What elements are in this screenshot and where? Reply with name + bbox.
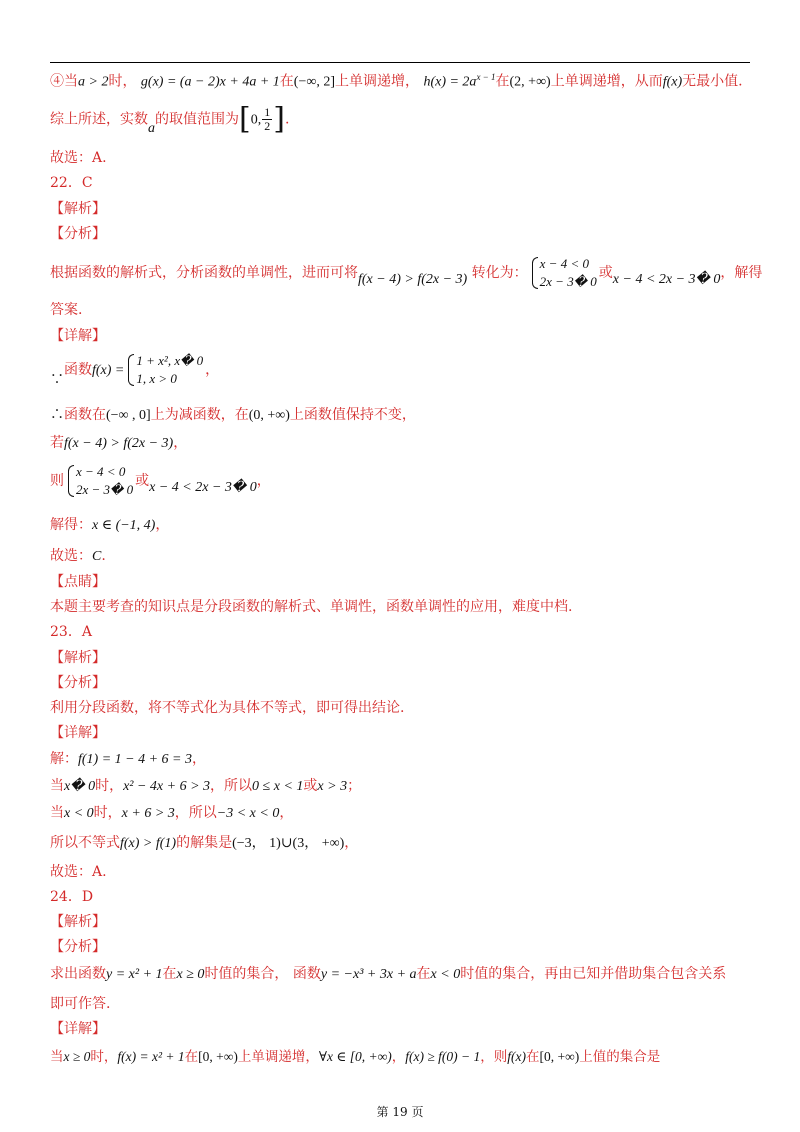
math: x < 0	[430, 967, 461, 982]
math: f(x) =	[92, 363, 125, 378]
system-row: x − 4 < 0	[539, 256, 589, 271]
text: 时，	[95, 778, 124, 794]
text-line: 故选：A.	[50, 864, 107, 880]
text: 所以不等式	[50, 835, 120, 851]
text: 当	[50, 805, 64, 821]
text: 时，	[90, 1049, 118, 1065]
text-line: 故选：A.	[50, 150, 107, 166]
math: h(x) = 2a	[423, 74, 477, 90]
denominator: 2	[264, 119, 271, 133]
text: 的取值范围为	[155, 111, 239, 128]
paren: ]	[273, 101, 285, 137]
math: 0,	[250, 112, 262, 128]
section-tag: 【详解】	[50, 725, 106, 741]
math: x − 4 < 2x − 3� 0	[612, 272, 721, 287]
section-tag: 【解析】	[50, 201, 106, 217]
equation-system	[126, 352, 203, 388]
math: (2, +∞)	[509, 74, 551, 90]
text: ④当	[50, 73, 78, 90]
math: f(x)	[507, 1049, 526, 1064]
text: 在	[416, 966, 431, 982]
math: f(x − 4) > f(2x − 3)	[358, 272, 468, 287]
text-line	[50, 101, 760, 137]
question-number: 24．D	[50, 889, 94, 905]
math: x ≥ 0	[63, 1049, 91, 1064]
text: 时值的集合， 函数	[204, 966, 321, 982]
text: 则	[50, 473, 64, 489]
text: ，	[205, 362, 220, 378]
math: [0, +∞)	[198, 1049, 238, 1064]
section-tag: 【解析】	[50, 650, 106, 666]
math: x� 0	[64, 779, 96, 794]
text: .	[284, 111, 290, 128]
text: ，所以	[174, 805, 217, 821]
math: (0, +∞)	[248, 408, 290, 423]
text: 上为减函数，在	[150, 407, 249, 423]
text: .	[101, 548, 106, 564]
text: 时，	[93, 805, 122, 821]
math: −3 < x < 0	[216, 806, 280, 821]
system-row: 2x − 3� 0	[539, 274, 597, 289]
text: 在	[495, 73, 510, 90]
text: 在	[526, 1049, 540, 1065]
system-row: 2x − 3� 0	[76, 482, 134, 497]
text-line	[50, 832, 760, 855]
text: 求出函数	[50, 966, 106, 982]
text-line	[50, 463, 760, 500]
text: ，	[192, 751, 207, 767]
system-row: 1, x > 0	[136, 371, 177, 386]
math: C	[92, 549, 102, 564]
text: 函数	[64, 362, 92, 378]
math: 0 ≤ x < 1	[252, 779, 304, 794]
text: ，则	[480, 1049, 508, 1065]
text: ，	[256, 473, 271, 489]
math: f(x) ≥ f(0) − 1	[405, 1049, 481, 1064]
text-line: 即可作答.	[50, 996, 111, 1012]
text: ，	[155, 517, 170, 533]
header-rule	[50, 62, 750, 63]
text: 解：	[50, 751, 78, 767]
system-row: x − 4 < 0	[76, 464, 126, 479]
text: ，	[279, 805, 294, 821]
therefore-symbol: ∴	[50, 407, 64, 423]
because-symbol: ∵	[50, 372, 64, 388]
text: 在	[184, 1049, 199, 1065]
section-tag: 【分析】	[50, 675, 106, 691]
math: y = x² + 1	[106, 967, 163, 982]
fraction	[262, 106, 272, 133]
text: 根据函数的解析式，分析函数的单调性，进而可将	[50, 265, 358, 281]
text: 上单调递增，	[334, 73, 419, 90]
section-tag: 【详解】	[50, 1021, 106, 1037]
math: x ∈ (−1, 4)	[92, 518, 156, 533]
text-line	[50, 514, 760, 537]
section-tag: 【详解】	[50, 328, 106, 344]
math: x − 4 < 2x − 3� 0	[149, 480, 257, 495]
text: ，解得	[720, 265, 763, 281]
text: ，	[344, 835, 359, 851]
text: ；	[347, 778, 362, 794]
text-line	[50, 963, 760, 986]
text: 当	[50, 1049, 64, 1065]
math: f(x − 4) > f(2x − 3)	[64, 436, 174, 451]
section-tag: 【点睛】	[50, 574, 106, 590]
math: a	[148, 120, 155, 136]
text: 综上所述，实数	[50, 111, 148, 128]
equation-system	[530, 255, 597, 291]
math: f(x)	[662, 74, 683, 90]
text-line	[50, 802, 760, 825]
text: 上函数值保持不变，	[289, 407, 416, 423]
text-line	[50, 352, 760, 389]
text-line	[50, 432, 760, 455]
section-tag: 【分析】	[50, 226, 106, 242]
numerator: 1	[264, 105, 271, 119]
question-number: 23．A	[50, 624, 92, 640]
system-row: 1 + x², x� 0	[136, 353, 204, 368]
math: x + 6 > 3	[121, 806, 175, 821]
math: f(x) = x² + 1	[117, 1049, 185, 1064]
text-line	[50, 66, 760, 94]
text-line	[50, 404, 760, 427]
text: 若	[50, 435, 64, 451]
text: 上单调递增，	[237, 1049, 319, 1065]
math: a > 2	[78, 74, 109, 90]
text-line	[50, 255, 763, 292]
text: 在	[162, 966, 177, 982]
text: 故选：	[50, 548, 92, 564]
section-tag: 【解析】	[50, 914, 106, 930]
text: 的解集是	[176, 835, 233, 851]
math: f(1) = 1 − 4 + 6 = 3	[78, 752, 193, 767]
text: 无最小值.	[682, 73, 743, 90]
text: 函数在	[64, 407, 106, 423]
math: (−∞, 2]	[293, 74, 335, 90]
math: x < 0	[64, 806, 94, 821]
text: 当	[50, 778, 64, 794]
math: [0, +∞)	[539, 1049, 580, 1064]
math: (−3， 1)∪(3， +∞)	[232, 836, 345, 851]
math: x ≥ 0	[176, 967, 205, 982]
question-number: 22．C	[50, 175, 93, 191]
math: x² − 4x + 6 > 3	[123, 779, 211, 794]
equation-system	[66, 463, 133, 499]
text-line: 本题主要考查的知识点是分段函数的解析式、单调性，函数单调性的应用，难度中档.	[50, 599, 573, 615]
math-superscript: x − 1	[476, 72, 496, 82]
text: 或	[598, 265, 613, 281]
math: x > 3	[317, 779, 348, 794]
text: 在	[279, 73, 294, 90]
text: 时值的集合，再由已知并借助集合包含关系	[460, 966, 727, 982]
math: (−∞ , 0]	[106, 408, 151, 423]
page-number: 第 19 页	[376, 1105, 424, 1119]
text-line: 答案.	[50, 302, 83, 318]
section-tag: 【分析】	[50, 939, 106, 955]
text: 转化为：	[471, 265, 528, 281]
text: 或	[303, 778, 318, 794]
math: g(x) = (a − 2)x + 4a + 1	[140, 74, 280, 90]
text-line	[50, 1046, 760, 1068]
math: ∀x ∈ [0, +∞)	[318, 1049, 392, 1064]
text: ，	[391, 1049, 406, 1065]
paren: [	[239, 101, 251, 137]
text: 上单调递增，从而	[550, 73, 663, 90]
math: f(x) > f(1)	[120, 836, 177, 851]
text: 上值的集合是	[579, 1049, 661, 1065]
text: 时，	[108, 73, 137, 90]
text: ，所以	[210, 778, 253, 794]
text-line: 利用分段函数，将不等式化为具体不等式，即可得出结论.	[50, 700, 405, 716]
math: y = −x³ + 3x + a	[320, 967, 417, 982]
text: ，	[173, 435, 188, 451]
text-line	[50, 545, 760, 568]
text: 解得：	[50, 517, 92, 533]
text: 或	[135, 473, 150, 489]
text-line	[50, 775, 760, 798]
text-line	[50, 748, 760, 771]
